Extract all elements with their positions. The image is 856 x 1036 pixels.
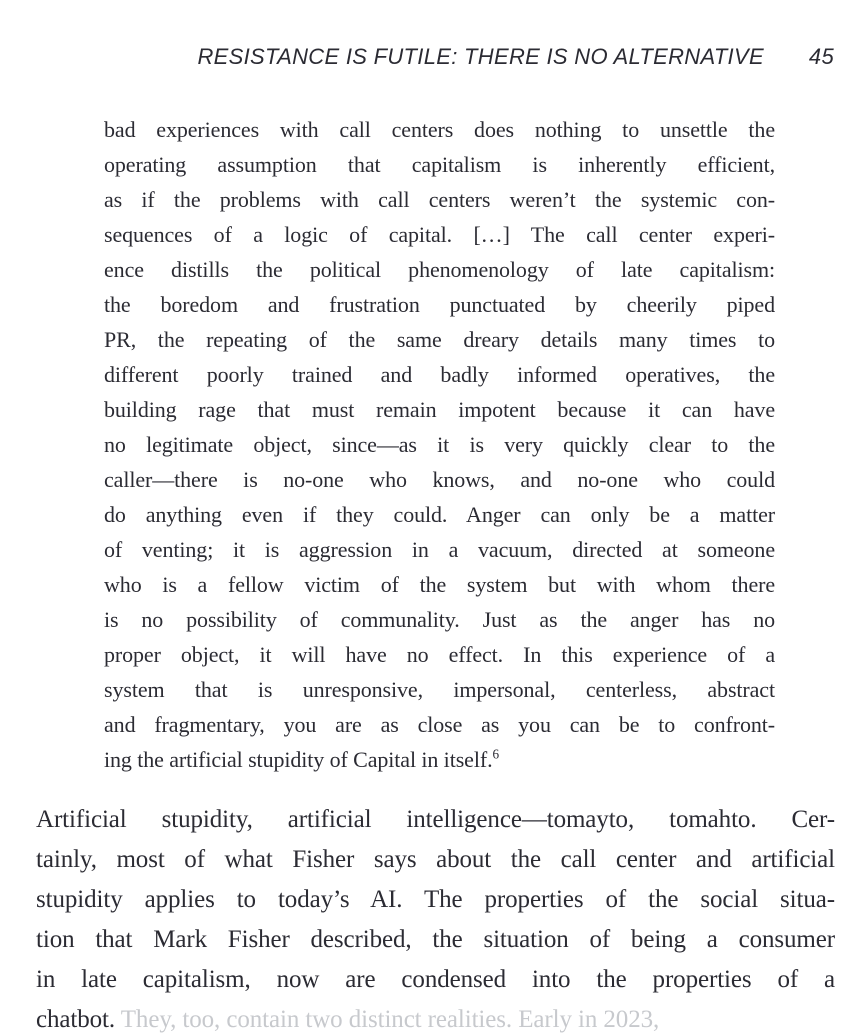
paragraph-last-line-faded: They, too, contain two distinct realities. Early in 2023,	[120, 1006, 660, 1033]
quote-line: proper object, it will have no effect. In this experience of a	[104, 642, 775, 667]
footnote-marker: 6	[492, 746, 499, 762]
quote-line: as if the problems with call centers weren’t the systemic con-	[104, 187, 775, 212]
quote-line: of venting; it is aggression in a vacuum, directed at someone	[104, 537, 775, 562]
body-paragraph	[36, 800, 835, 1036]
quote-line: the boredom and frustration punctuated by cheerily piped	[104, 292, 775, 317]
quote-line: system that is unresponsive, impersonal, centerless, abstract	[104, 677, 775, 702]
quote-line: operating assumption that capitalism is inherently efficient,	[104, 152, 775, 177]
quote-line: no legitimate object, since—as it is very quickly clear to the	[104, 432, 775, 457]
block-quote	[104, 112, 775, 777]
quote-line: sequences of a logic of capital. […] The call center experi-	[104, 222, 775, 247]
paragraph-line: tion that Mark Fisher described, the situation of being a consumer	[36, 926, 835, 953]
running-title: RESISTANCE IS FUTILE: THERE IS NO ALTERNATIVE	[197, 44, 764, 69]
quote-last-line	[104, 742, 775, 777]
quote-line: PR, the repeating of the same dreary details many times to	[104, 327, 775, 352]
page-number: 45	[808, 44, 834, 69]
running-header	[0, 44, 834, 70]
quote-line: do anything even if they could. Anger can only be a matter	[104, 502, 775, 527]
paragraph-last-line-dark: chatbot.	[36, 1006, 116, 1033]
quote-line: caller—there is no-one who knows, and no-one who could	[104, 467, 775, 492]
paragraph-line: Artificial stupidity, artificial intelligence—tomayto, tomahto. Cer-	[36, 806, 835, 833]
paragraph-last-line	[36, 1000, 835, 1036]
paragraph-line: stupidity applies to today’s AI. The properties of the social situa-	[36, 886, 835, 913]
quote-line: ence distills the political phenomenology of late capitalism:	[104, 257, 775, 282]
paragraph-line: tainly, most of what Fisher says about the call center and artificial	[36, 846, 835, 873]
quote-line: is no possibility of communality. Just as the anger has no	[104, 607, 775, 632]
quote-line: who is a fellow victim of the system but with whom there	[104, 572, 775, 597]
quote-line: and fragmentary, you are as close as you can be to confront-	[104, 712, 775, 737]
quote-last-line-text: ing the artificial stupidity of Capital in itself.	[104, 747, 493, 772]
quote-line: different poorly trained and badly informed operatives, the	[104, 362, 775, 387]
quote-line: building rage that must remain impotent because it can have	[104, 397, 775, 422]
paragraph-line: in late capitalism, now are condensed into the properties of a	[36, 966, 835, 993]
quote-line: bad experiences with call centers does nothing to unsettle the	[104, 117, 775, 142]
